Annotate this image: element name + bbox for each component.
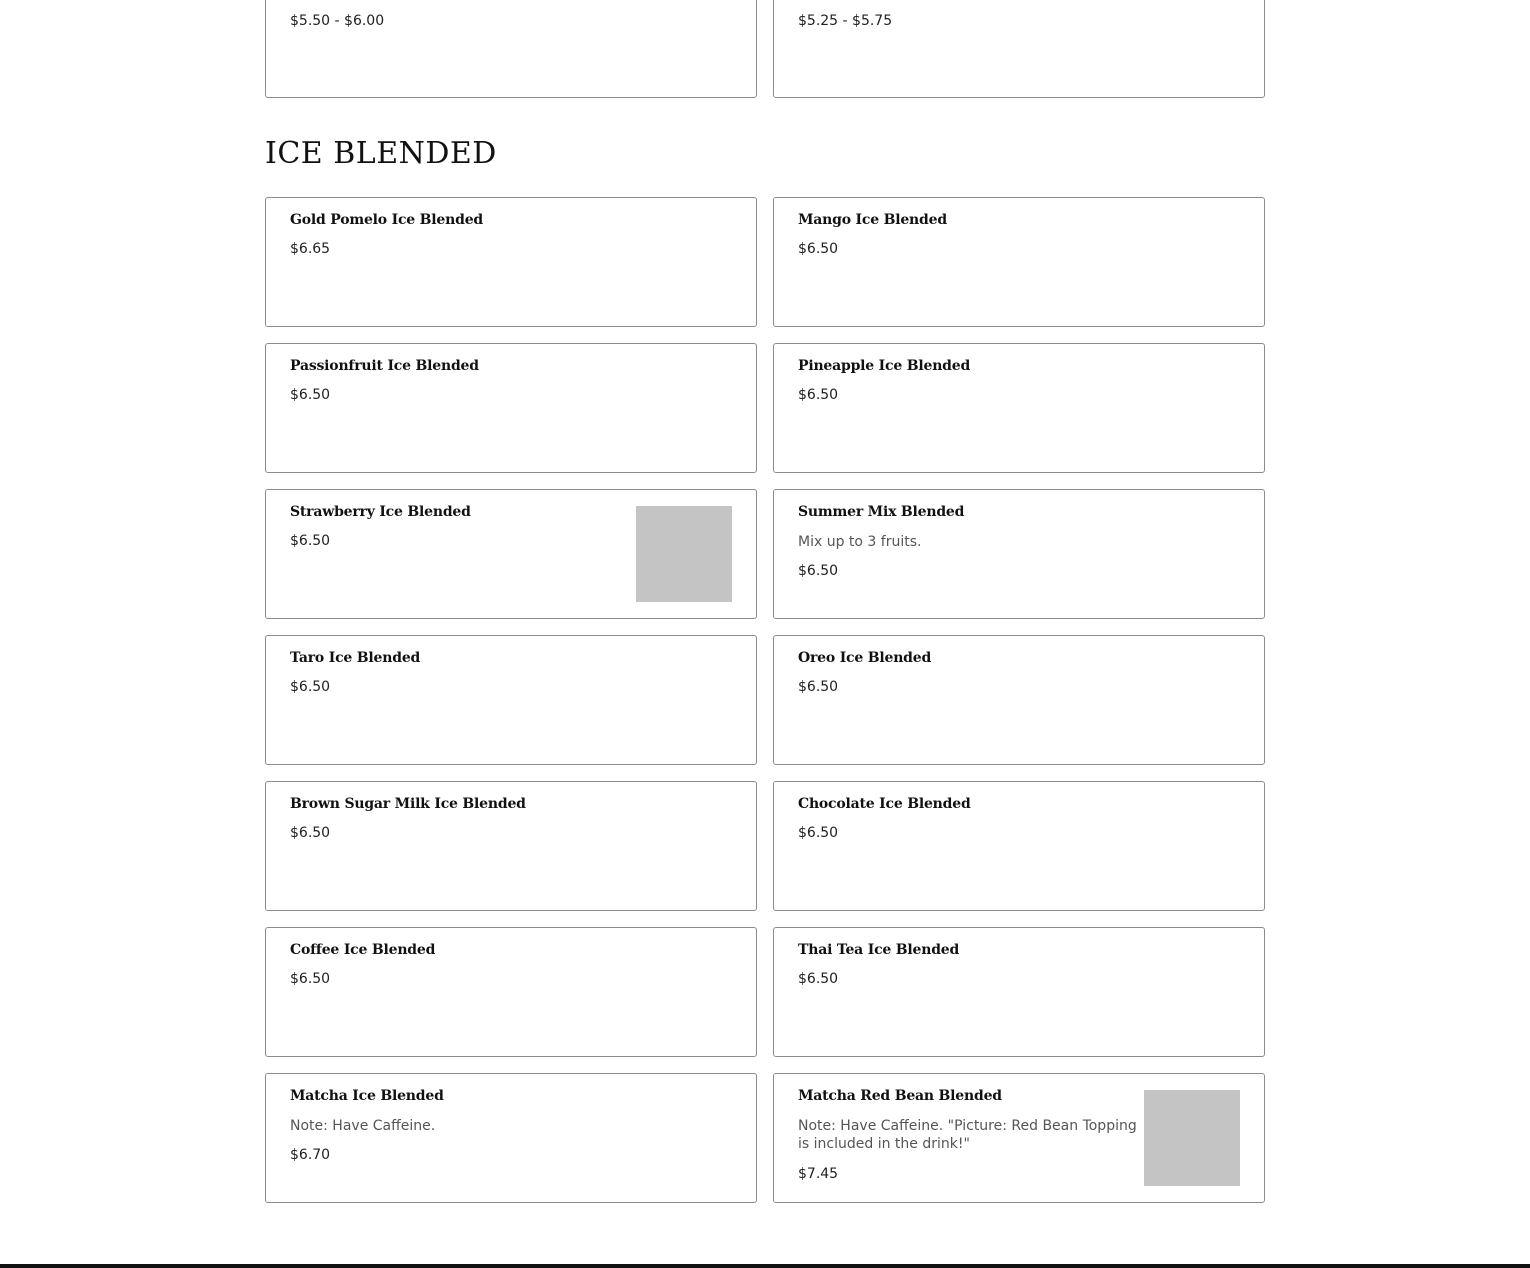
menu-item-card[interactable] <box>265 1073 757 1203</box>
footer-divider <box>0 1264 1530 1268</box>
item-name: Taro Ice Blended <box>290 650 421 666</box>
menu-item-card[interactable] <box>265 0 757 98</box>
item-price: $6.70 <box>290 1147 331 1163</box>
item-name: Passionfruit Ice Blended <box>290 358 479 374</box>
menu-item-card[interactable] <box>773 1073 1265 1203</box>
item-price: $6.50 <box>798 387 839 403</box>
item-name: Matcha Ice Blended <box>290 1088 444 1104</box>
item-price: $6.50 <box>290 679 331 695</box>
item-price: $5.50 - $6.00 <box>290 13 385 29</box>
item-price: $6.50 <box>290 825 331 841</box>
item-image-placeholder <box>636 506 732 602</box>
item-description: Note: Have Caffeine. "Picture: Red Bean Topping is included in the drink!" <box>798 1118 1137 1152</box>
item-name: Coffee Ice Blended <box>290 942 436 958</box>
item-name: Oreo Ice Blended <box>798 650 932 666</box>
item-name: Mango Ice Blended <box>798 212 947 228</box>
menu-item-card[interactable] <box>265 635 757 765</box>
item-description: Mix up to 3 fruits. <box>798 534 922 550</box>
item-price: $5.25 - $5.75 <box>798 13 893 29</box>
section-title: ICE BLENDED <box>265 136 497 171</box>
item-name: Chocolate Ice Blended <box>798 796 971 812</box>
item-price: $6.50 <box>798 825 839 841</box>
menu-item-card[interactable] <box>773 197 1265 327</box>
menu-item-card[interactable] <box>773 781 1265 911</box>
item-name: Gold Pomelo Ice Blended <box>290 212 483 228</box>
menu-item-card[interactable] <box>265 927 757 1057</box>
item-name: Pineapple Ice Blended <box>798 358 971 374</box>
menu-item-card[interactable] <box>773 927 1265 1057</box>
menu-item-card[interactable] <box>773 0 1265 98</box>
menu-item-card[interactable] <box>773 635 1265 765</box>
item-name: Strawberry Ice Blended <box>290 504 471 520</box>
item-name: Brown Sugar Milk Ice Blended <box>290 796 526 812</box>
item-price: $6.50 <box>798 241 839 257</box>
item-description: Note: Have Caffeine. <box>290 1118 436 1134</box>
menu-item-card[interactable] <box>265 197 757 327</box>
item-price: $6.50 <box>290 387 331 403</box>
item-price: $6.50 <box>798 563 839 579</box>
item-name: Matcha Red Bean Blended <box>798 1088 1002 1104</box>
menu-item-card[interactable] <box>265 489 757 619</box>
menu-item-card[interactable] <box>265 343 757 473</box>
item-price: $7.45 <box>798 1166 839 1182</box>
menu-item-card[interactable] <box>265 781 757 911</box>
item-price: $6.50 <box>290 533 331 549</box>
menu-item-card[interactable] <box>773 489 1265 619</box>
item-price: $6.65 <box>290 241 331 257</box>
item-name: Thai Tea Ice Blended <box>798 942 960 958</box>
item-price: $6.50 <box>798 971 839 987</box>
item-price: $6.50 <box>290 971 331 987</box>
item-price: $6.50 <box>798 679 839 695</box>
item-name: Summer Mix Blended <box>798 504 965 520</box>
item-image-placeholder <box>1144 1090 1240 1186</box>
menu-item-card[interactable] <box>773 343 1265 473</box>
